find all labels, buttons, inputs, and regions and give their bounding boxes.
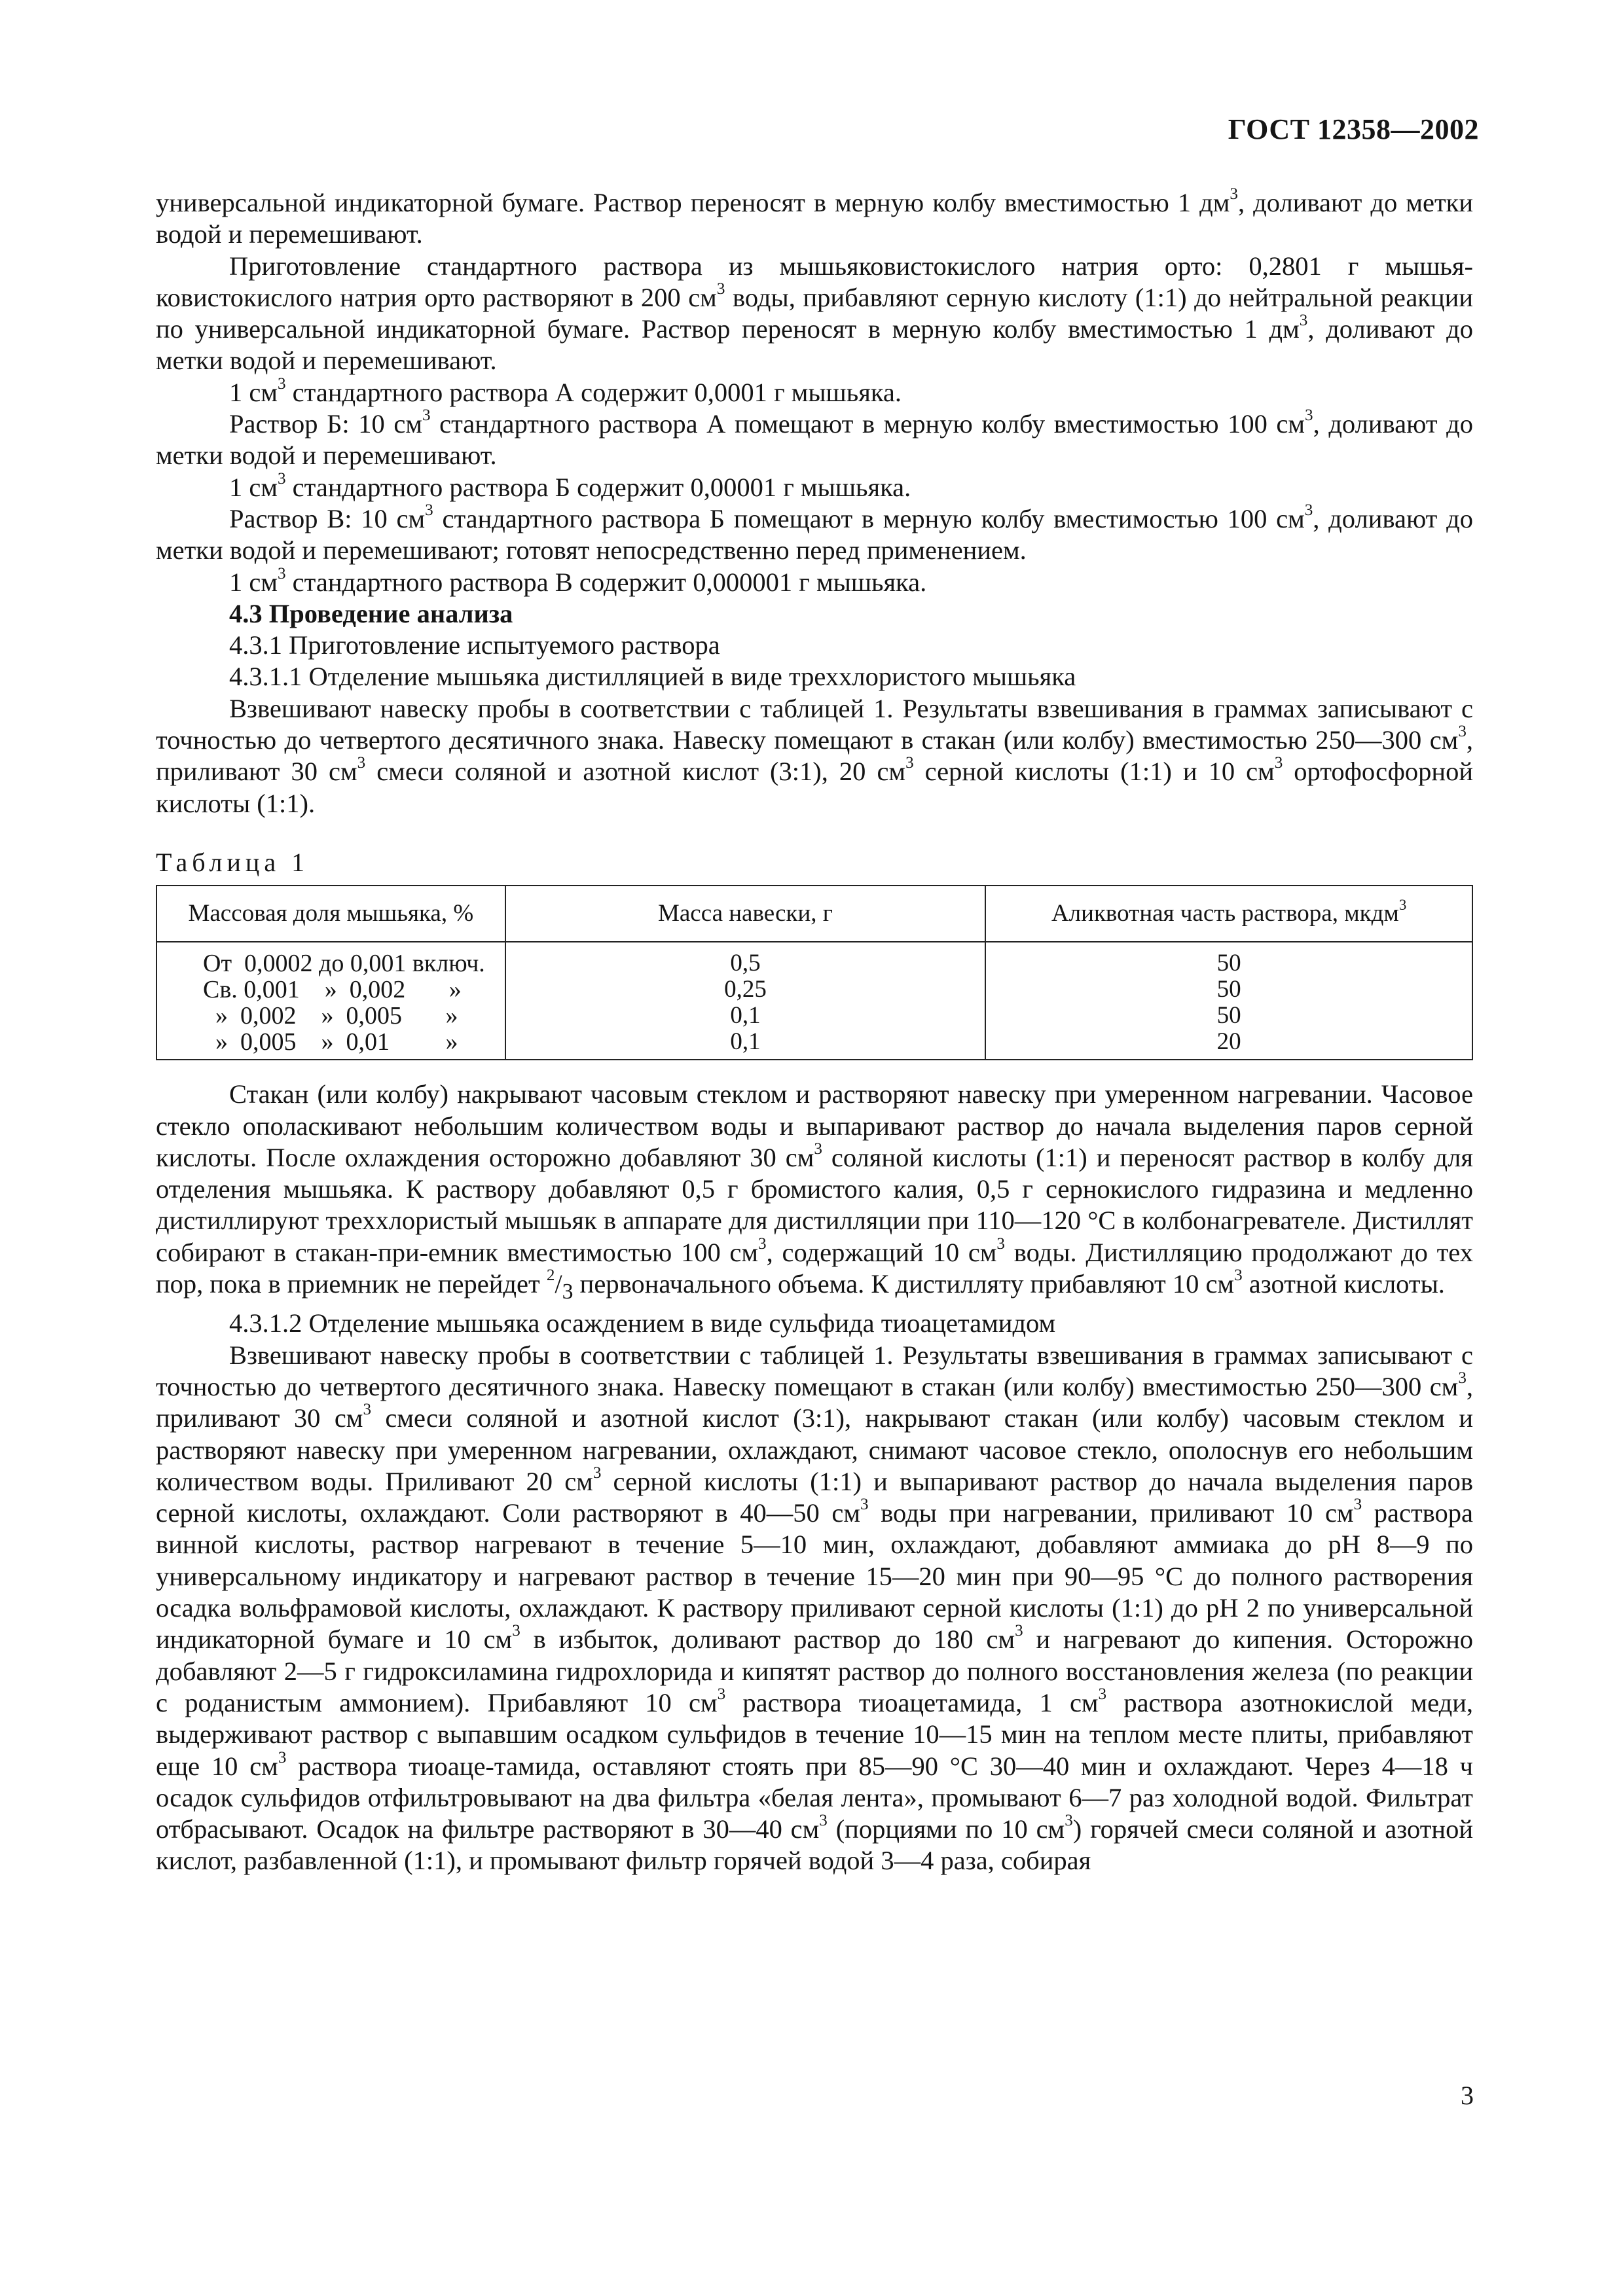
paragraph: Раствор Б: 10 $см^3$ стандартного раствора А помещают в мерную колбу вместимостью 100 $см^3$, доливают до метки водой и перемешивают. — [156, 406, 1473, 471]
table-cell: » 0,005 » 0,01 » — [156, 1029, 505, 1060]
paragraph: Приготовление стандартного раствора из мышьяковистокислого натрия орто: 0,2801 г мышья-ковистокислого натрия орто растворяют в 200 $см^3$ воды, прибавляют серную кислоту (1:1) до нейтральной реакции по универсальной индикаторной бумаге. Раствор переносят в мерную колбу вместимостью 1 $дм^3$, доливают до метки водой и перемешивают. — [156, 251, 1474, 376]
subsection-heading: 4.3.1 Приготовление испытуемого раствора — [229, 630, 720, 660]
table-cell: 0,25 — [505, 977, 986, 1003]
table-cell: 20 — [985, 1029, 1472, 1060]
data-table — [156, 885, 1473, 1060]
table-row — [156, 977, 1472, 1003]
table-cell: » 0,002 » 0,005 » — [156, 1003, 505, 1029]
paragraph: универсальной индикаторной бумаге. Раствор переносят в мерную колбу вместимостью 1 $дм^3$, доливают до метки водой и перемешивают. — [156, 185, 1474, 249]
table-cell: 0,5 — [505, 942, 986, 977]
paragraph: Раствор В: 10 $см^3$ стандартного раствора Б помещают в мерную колбу вместимостью 100 $см^3$, доливают до метки водой и перемешивают; готовят непосредственно перед применением. — [156, 501, 1473, 565]
subsection-heading: 4.3.1.1 Отделение мышьяка дистилляцией в виде треххлористого мышьяка — [229, 662, 1076, 692]
table-cell: 50 — [985, 977, 1472, 1003]
column-header: Аликвотная часть раствора, мкдм$^3$ — [985, 886, 1472, 942]
paragraph: Взвешивают навеску пробы в соответствии с таблицей 1. Результаты взвешивания в граммах записывают с точностью до четвертого десятичного знака. Навеску помещают в стакан (или колбу) вместимостью 250—300 $см^3$, приливают 30 $см^3$ смеси соляной и азотной кислот (3:1), 20 $см^3$ серной кислоты (1:1) и 10 $см^3$ ортофосфорной кислоты (1:1). — [156, 693, 1473, 818]
paragraph: Стакан (или колбу) накрывают часовым стеклом и растворяют навеску при умеренном нагревании. Часовое стекло ополаскивают небольшим количеством воды и выпаривают раствор до начала выделения паров серной кислоты. После охлаждения осторожно добавляют 30 $см^3$ соляной кислоты (1:1) и переносят раствор в колбу для отделения мышьяка. К раствору добавляют 0,5 г бромистого калия, 0,5 г сернокислого гидразина и медленно дистиллируют треххлористый мышьяк в аппарате для дистилляции при 110—120 °С в колбонагревателе. Дистиллят собирают в стакан-при-емник вместимостью 100 $см^3$, содержащий 10 $см^3$ воды. Дистилляцию продолжают до тех пор, пока в приемник не перейдет $^2/_3$ первоначального объема. К дистилляту прибавляют 10 $см^3$ азотной кислоты. — [156, 1079, 1473, 1304]
subsection-heading: 4.3.1.2 Отделение мышьяка осаждением в виде сульфида тиоацетамидом — [229, 1308, 1056, 1338]
table-cell: Св. 0,001 » 0,002 » — [156, 977, 505, 1003]
paragraph: Взвешивают навеску пробы в соответствии с таблицей 1. Результаты взвешивания в граммах записывают с точностью до четвертого десятичного знака. Навеску помещают в стакан (или колбу) вместимостью 250—300 $см^3$, приливают 30 $см^3$ смеси соляной и азотной кислот (3:1), накрывают стакан (или колбу) часовым стеклом и растворяют навеску при умеренном нагревании, охлаждают, снимают часовое стекло, ополоснув его небольшим количеством воды. Приливают 20 $см^3$ серной кислоты (1:1) и выпаривают раствор до начала выделения паров серной кислоты, охлаждают. Соли растворяют в 40—50 $см^3$ воды при нагревании, приливают 10 $см^3$ раствора винной кислоты, раствор нагревают в течение 5—10 мин, охлаждают, добавляют аммиака до рН 8—9 по универсальному индикатору и нагревают раствор в течение 15—20 мин при 90—95 °С до полного растворения осадка вольфрамовой кислоты, охлаждают. К раствору приливают серной кислоты (1:1) до рН 2 по универсальной индикаторной бумаге и 10 $см^3$ в избыток, доливают раствор до 180 $см^3$ и нагревают до кипения. Осторожно добавляют 2—5 г гидроксиламина гидрохлорида и кипятят раствор до полного восстановления железа (по реакции с роданистым аммонием). Прибавляют 10 $см^3$ раствора тиоацетамида, 1 $см^3$ раствора азотнокислой меди, выдерживают раствор с выпавшим осадком сульфидов в течение 10—15 мин на теплом месте плиты, прибавляют еще 10 $см^3$ раствора тиоаце-тамида, оставляют стоять при 85—90 °С 30—40 мин и охлаждают. Через 4—18 ч осадок сульфидов отфильтровывают на два фильтра «белая лента», промывают 6—7 раз холодной водой. Фильтрат отбрасывают. Осадок на фильтре растворяют в 30—40 $см^3$ (порциями по 10 $см^3$) горячей смеси соляной и азотной кислот, разбавленной (1:1), и промывают фильтр горячей водой 3—4 раза, собирая — [156, 1340, 1474, 1876]
table-cell: 50 — [985, 1003, 1472, 1029]
table-row — [156, 942, 1472, 977]
table-row — [156, 1003, 1472, 1029]
table-cell: 0,1 — [505, 1003, 986, 1029]
column-header: Массовая доля мышьяка, % — [156, 886, 505, 942]
table-header-row — [156, 886, 1472, 942]
table-row — [156, 1029, 1472, 1060]
table-cell: От 0,0002 до 0,001 включ. — [156, 942, 505, 977]
paragraph: 1 $см^3$ стандартного раствора Б содержит 0,00001 г мышьяка. — [229, 469, 911, 502]
page-number: 3 — [1461, 2081, 1474, 2110]
paragraph: 1 $см^3$ стандартного раствора В содержит 0,000001 г мышьяка. — [229, 564, 927, 597]
document-header: ГОСТ 12358—2002 — [1228, 113, 1479, 145]
paragraph: 1 $см^3$ стандартного раствора А содержит 0,0001 г мышьяка. — [229, 374, 902, 407]
table-cell: 0,1 — [505, 1029, 986, 1060]
column-header: Масса навески, г — [505, 886, 986, 942]
section-heading: 4.3 Проведение анализа — [229, 598, 513, 628]
table-cell: 50 — [985, 942, 1472, 977]
table-caption: Таблица 1 — [156, 847, 310, 877]
document-body — [156, 187, 1473, 1877]
